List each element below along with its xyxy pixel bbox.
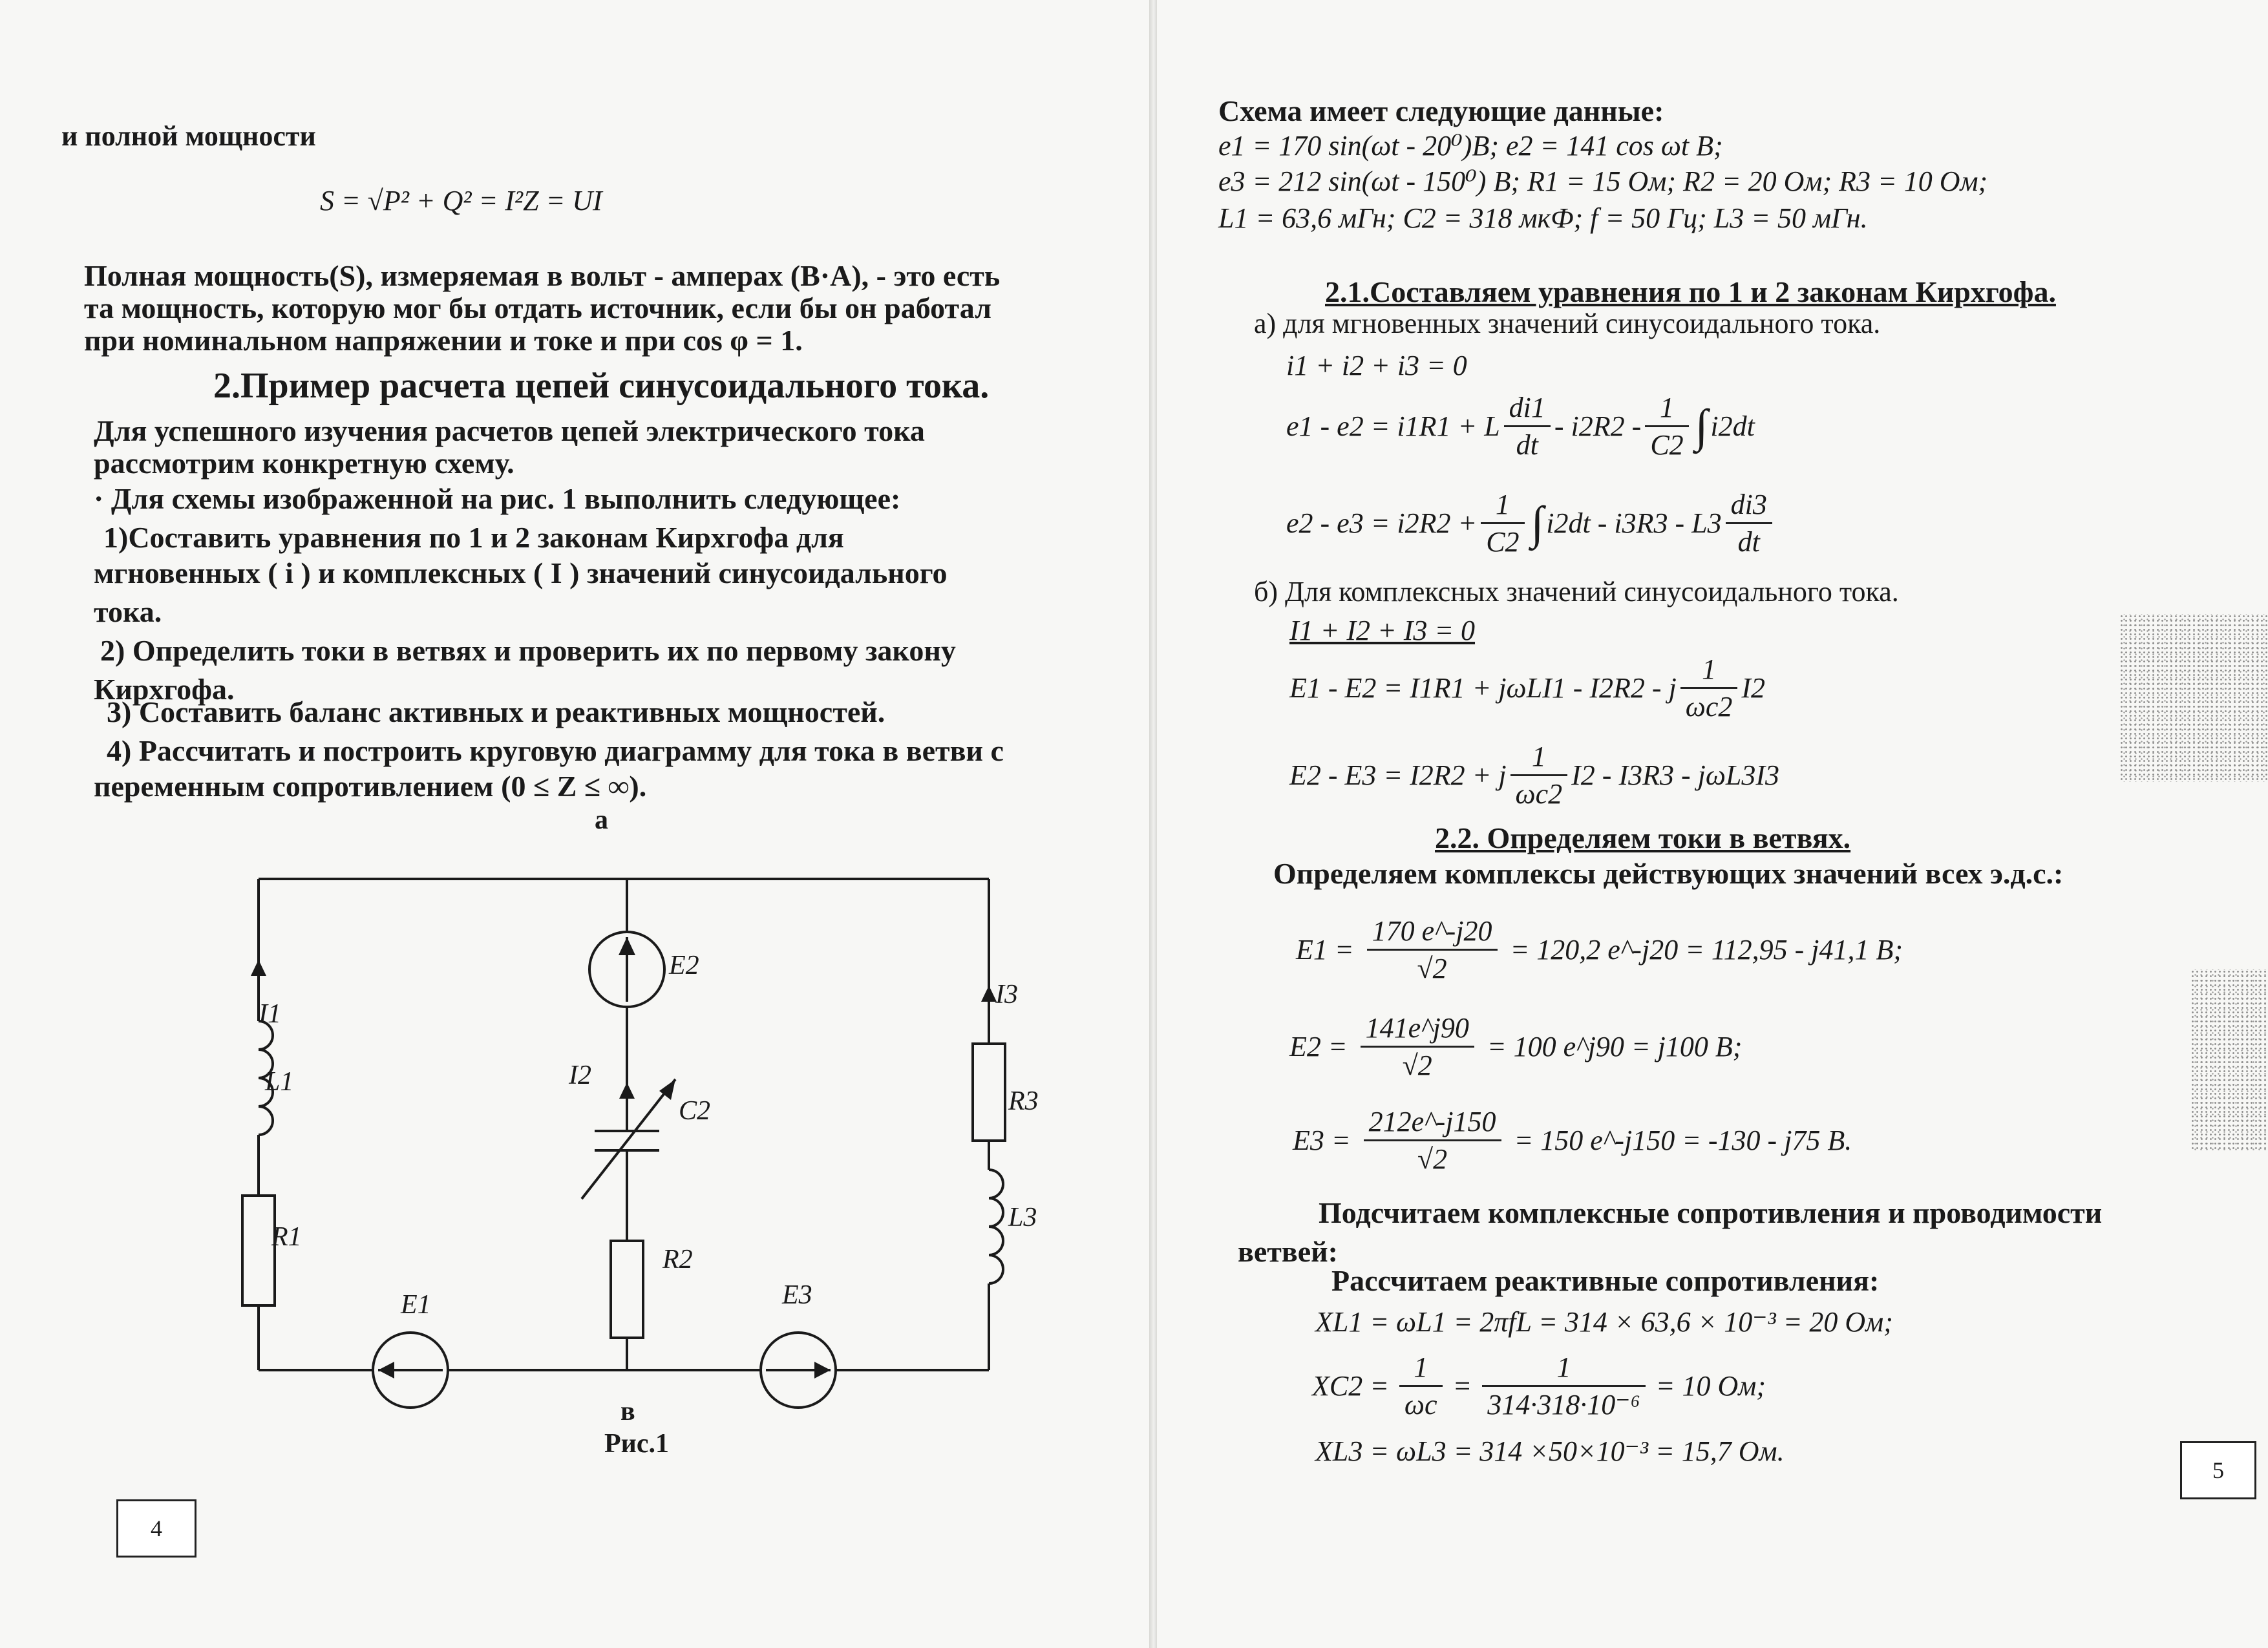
emf-e2 — [1289, 1011, 1742, 1082]
xc2-lhs: XC2 = — [1312, 1370, 1389, 1402]
eq-a3-mid: i2dt - i3R3 - L3 — [1546, 507, 1722, 539]
task-1-line-2: мгновенных ( i ) и комплексных ( I ) значений синусоидального — [94, 556, 948, 589]
impedance-lead-line-2: ветвей: — [1238, 1235, 1338, 1268]
eq-b3-num: 1 — [1510, 740, 1568, 776]
eq-b2-num: 1 — [1680, 653, 1738, 689]
xc2-den-1: ωc — [1404, 1389, 1437, 1421]
eq-b3 — [1289, 740, 1779, 810]
emf-e1-den: √2 — [1417, 953, 1447, 984]
eq-b2 — [1289, 653, 1765, 723]
data-title: Схема имеет следующие данные: — [1218, 94, 1664, 127]
resistor-r3-icon — [973, 1044, 1005, 1141]
data-line-2: e3 = 212 sin(ωt - 150⁰) В; R1 = 15 Ом; R2 = 20 Ом; R3 = 10 Ом; — [1218, 165, 1988, 197]
full-power-line-1: Полная мощность(S), измеряемая в вольт - амперах (В·А), - это есть — [84, 259, 1001, 292]
formula-s: S = √P² + Q² = I²Z = UI — [320, 185, 602, 217]
xc2-num-2: 1 — [1482, 1351, 1646, 1387]
emf-e2-frac — [1361, 1011, 1474, 1082]
label-i1: I1 — [259, 999, 281, 1029]
label-r3: R3 — [1008, 1086, 1039, 1116]
label-l1: L1 — [265, 1067, 294, 1097]
emf-e2-den: √2 — [1402, 1050, 1432, 1081]
eq-a2-deriv-den: dt — [1516, 429, 1538, 461]
node-b: в — [620, 1397, 635, 1426]
emf-e1-num: 170 e^-j20 — [1367, 914, 1498, 951]
eq-a3-cap — [1481, 488, 1524, 558]
label-e3: E3 — [782, 1280, 812, 1310]
intro-paragraph-line-1: Для успешного изучения расчетов цепей электрического тока — [94, 414, 925, 447]
eq-a2-tail: i2dt — [1710, 410, 1755, 442]
impedance-lead-line-1: Подсчитаем комплексные сопротивления и проводимости — [1319, 1196, 2103, 1229]
label-l3: L3 — [1008, 1203, 1037, 1232]
emf-e3-name: E3 = — [1293, 1125, 1351, 1156]
eq-b3-frac — [1510, 740, 1568, 810]
eq-a2-deriv-num: di1 — [1504, 391, 1551, 427]
eq-a2-cap-den: C2 — [1650, 429, 1684, 461]
label-i2: I2 — [569, 1061, 591, 1090]
label-e1: E1 — [401, 1290, 431, 1320]
eq-b3-tail: I2 - I3R3 - jωL3I3 — [1571, 759, 1780, 791]
full-power-line-2: та мощность, которую мог бы отдать источник, если бы он работал — [84, 291, 991, 324]
emf-e3-den: √2 — [1417, 1143, 1448, 1175]
eq-b1: I1 + I2 + I3 = 0 — [1289, 615, 1476, 646]
task-1-line-1: 1)Составить уравнения по 1 и 2 законам Кирхгофа для — [103, 521, 844, 554]
emf-e1 — [1296, 914, 1903, 985]
eq-a2 — [1286, 391, 1755, 461]
task-1-line-3: тока. — [94, 595, 162, 628]
i3-arrow-icon — [981, 986, 997, 1002]
xc2-frac-2 — [1482, 1351, 1646, 1421]
data-line-3: L1 = 63,6 мГн; C2 = 318 мкФ; f = 50 Гц; L3 = 50 мГн. — [1218, 202, 1868, 234]
eq-b2-den: ωc2 — [1685, 691, 1733, 723]
eq-b2-lhs: E1 - E2 = I1R1 + jωLI1 - I2R2 - j — [1289, 672, 1677, 704]
emf-e3 — [1293, 1105, 1852, 1176]
integral-icon: ∫ — [1695, 400, 1708, 452]
task-4-line-1: 4) Рассчитать и построить круговую диаграмму для тока в ветви с — [107, 734, 1004, 767]
page-number-4: 4 — [116, 1499, 196, 1558]
eq-a2-mid: - i2R2 - — [1554, 410, 1642, 442]
circuit-diagram — [194, 808, 1034, 1486]
inductor-l3-icon — [989, 1170, 1003, 1284]
emf-e1-frac — [1367, 914, 1498, 985]
task-2-line-1: 2) Определить токи в ветвях и проверить их по первому закону — [100, 634, 956, 667]
emf-e2-result: = 100 e^j90 = j100 В; — [1487, 1031, 1743, 1062]
i1-arrow-icon — [251, 960, 266, 976]
emf-e3-num: 212e^-j150 — [1364, 1105, 1501, 1141]
figure-caption: Рис.1 — [604, 1429, 669, 1459]
eq-b3-lhs: E2 - E3 = I2R2 + j — [1289, 759, 1507, 791]
eq-a3-cap-num: 1 — [1481, 488, 1524, 524]
resistor-r2-icon — [611, 1241, 643, 1338]
label-i3: I3 — [995, 980, 1018, 1009]
xc2-formula — [1312, 1351, 1766, 1421]
label-r2: R2 — [662, 1245, 693, 1274]
eq-a3-lhs: e2 - e3 = i2R2 + — [1286, 507, 1478, 539]
resistor-r1-icon — [242, 1196, 275, 1305]
integral-icon: ∫ — [1531, 497, 1544, 549]
emf-lead: Определяем комплексы действующих значений всех э.д.с.: — [1273, 857, 2064, 890]
task-lead: · Для схемы изображенной на рис. 1 выполнить следующее: — [94, 482, 901, 515]
eq-a3-cap-den: C2 — [1486, 526, 1520, 558]
eq-b2-frac — [1680, 653, 1738, 723]
task-4-line-2: переменным сопротивлением (0 ≤ Z ≤ ∞). — [94, 770, 647, 803]
eq-a3-deriv — [1726, 488, 1772, 558]
eq-a2-deriv — [1504, 391, 1551, 461]
emf-e1-result: = 120,2 e^-j20 = 112,95 - j41,1 В; — [1510, 934, 1903, 966]
xc2-num-1: 1 — [1399, 1351, 1443, 1387]
equals-sign: = — [1452, 1370, 1472, 1402]
emf-e1-name: E1 = — [1296, 934, 1354, 966]
section-2-1: 2.1.Составляем уравнения по 1 и 2 законам Кирхгофа. — [1325, 275, 2056, 308]
label-e2: E2 — [669, 951, 699, 980]
section-2-2: 2.2. Определяем токи в ветвях. — [1435, 821, 1851, 854]
xl3-formula: XL3 = ωL3 = 314 ×50×10⁻³ = 15,7 Ом. — [1315, 1435, 1785, 1467]
label-c2: C2 — [679, 1096, 711, 1126]
emf-e2-name: E2 = — [1289, 1031, 1348, 1062]
page-5 — [1157, 0, 2268, 1648]
task-3: 3) Составить баланс активных и реактивных мощностей. — [107, 695, 885, 728]
i2-arrow-icon — [619, 1083, 635, 1099]
scan-noise — [2190, 969, 2268, 1150]
eq-b3-den: ωc2 — [1515, 778, 1563, 810]
xc2-frac-1 — [1399, 1351, 1443, 1421]
emf-e3-result: = 150 e^-j150 = -130 - j75 В. — [1514, 1125, 1852, 1156]
emf-e2-num: 141e^j90 — [1361, 1011, 1474, 1048]
eq-a1: i1 + i2 + i3 = 0 — [1286, 350, 1467, 381]
xl1-formula: XL1 = ωL1 = 2πfL = 314 × 63,6 × 10⁻³ = 20 Ом; — [1315, 1306, 1893, 1338]
task-2-line-2: Кирхгофа. — [94, 673, 235, 706]
xc2-den-2: 314·318·10⁻⁶ — [1487, 1389, 1640, 1421]
eq-a3-deriv-num: di3 — [1726, 488, 1772, 524]
sub-a: а) для мгновенных значений синусоидального тока. — [1254, 308, 1881, 339]
intro-paragraph-line-2: рассмотрим конкретную схему. — [94, 447, 514, 480]
eq-a2-cap-num: 1 — [1645, 391, 1688, 427]
scan-noise — [2119, 614, 2268, 782]
eq-a2-lhs: e1 - e2 = i1R1 + L — [1286, 410, 1500, 442]
label-r1: R1 — [271, 1222, 302, 1252]
sub-b: б) Для комплексных значений синусоидального тока. — [1254, 576, 1899, 607]
emf-e3-frac — [1364, 1105, 1501, 1176]
reactance-lead: Рассчитаем реактивные сопротивления: — [1331, 1264, 1880, 1297]
node-a: а — [595, 805, 608, 835]
data-line-1: e1 = 170 sin(ωt - 20⁰)В; e2 = 141 cos ωt В; — [1218, 130, 1723, 162]
full-power-line-3: при номинальном напряжении и токе и при cos φ = 1. — [84, 324, 803, 357]
eq-a2-cap — [1645, 391, 1688, 461]
eq-b2-tail: I2 — [1741, 672, 1766, 704]
eq-a3 — [1286, 488, 1776, 558]
eq-a3-deriv-den: dt — [1737, 526, 1760, 558]
section-title: 2.Пример расчета цепей синусоидального тока. — [213, 366, 990, 406]
xc2-result: = 10 Ом; — [1655, 1370, 1766, 1402]
intro-line: и полной мощности — [61, 120, 316, 152]
page-number-5: 5 — [2180, 1441, 2256, 1499]
